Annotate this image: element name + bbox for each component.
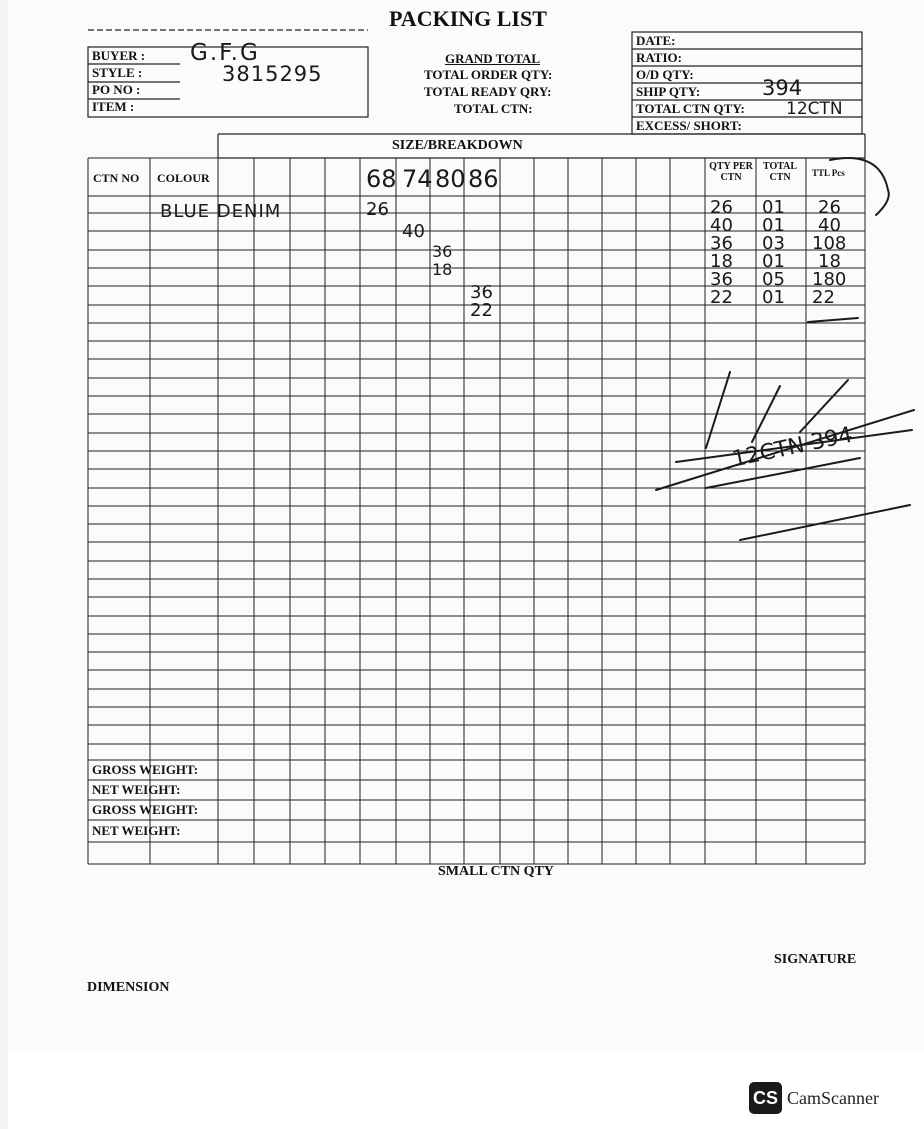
page-title: PACKING LIST — [389, 6, 547, 31]
ship-qty-value: 394 — [762, 76, 803, 100]
strike-line-4 — [706, 458, 860, 488]
size-breakdown-label: SIZE/BREAKDOWN — [392, 138, 523, 153]
size-entry: 36 — [432, 242, 453, 261]
total-ctn-value: 01 — [762, 251, 785, 272]
size-entry: 18 — [432, 260, 453, 279]
size-entry: 26 — [366, 199, 389, 220]
total-ctn-header: TOTAL CTN — [762, 161, 798, 183]
item-label: ITEM : — [92, 99, 135, 114]
ttl-pcs-value: 108 — [812, 233, 847, 254]
dimension-label: DIMENSION — [87, 980, 170, 995]
total-ctn-label: TOTAL CTN: — [454, 101, 533, 116]
total-ctn-qty-label: TOTAL CTN QTY: — [636, 101, 745, 116]
size-74: 74 — [402, 165, 433, 193]
ttl-pcs-value: 180 — [812, 269, 847, 290]
size-entry: 40 — [402, 221, 425, 242]
net-weight-label-2: NET WEIGHT: — [92, 823, 181, 838]
ratio-label: RATIO: — [636, 50, 682, 65]
size-68: 68 — [366, 165, 397, 193]
ship-qty-label: SHIP QTY: — [636, 84, 701, 99]
total-order-qty-label: TOTAL ORDER QTY: — [424, 67, 553, 82]
ttl-pcs-header: TTL Pcs — [812, 168, 845, 178]
ttl-pcs-value: 22 — [812, 287, 835, 308]
size-80: 80 — [435, 165, 466, 193]
qty-per-ctn-value: 22 — [710, 287, 733, 308]
tick-mark-1 — [706, 372, 730, 448]
camscanner-name: CamScanner — [787, 1088, 879, 1108]
excess-short-label: EXCESS/ SHORT: — [636, 118, 742, 133]
ttl-pcs-value: 26 — [818, 197, 841, 218]
qty-per-ctn-value: 26 — [710, 197, 733, 218]
ttl-pcs-value: 18 — [818, 251, 841, 272]
po-label: PO NO : — [92, 82, 141, 97]
size-entry: 22 — [470, 300, 493, 321]
qty-per-ctn-header: QTY PER CTN — [709, 161, 753, 183]
signature-label: SIGNATURE — [774, 952, 857, 967]
buyer-label: BUYER : — [92, 48, 146, 63]
ctn-no-header: CTN NO — [93, 171, 140, 185]
total-ctn-value: 01 — [762, 287, 785, 308]
net-weight-label-1: NET WEIGHT: — [92, 782, 181, 797]
total-ready-qty-label: TOTAL READY QRY: — [424, 84, 552, 99]
total-ctn-value: 01 — [762, 215, 785, 236]
colour-value: BLUE DENIM — [160, 201, 282, 222]
grand-total-label: GRAND TOTAL — [445, 51, 540, 66]
total-ctn-qty-value: 12CTN — [786, 99, 843, 119]
total-ctn-value: 03 — [762, 233, 785, 254]
od-qty-label: O/D QTY: — [636, 67, 694, 82]
strike-line-3 — [740, 505, 910, 540]
summary-note: 12CTN 394 — [730, 422, 855, 473]
total-ctn-value: 01 — [762, 197, 785, 218]
qty-per-ctn-value: 40 — [710, 215, 733, 236]
buyer-value: G.F.G — [190, 40, 260, 66]
small-ctn-qty-label: SMALL CTN QTY — [438, 864, 554, 879]
camscanner-badge-text: CS — [752, 1088, 778, 1108]
ttl-underline — [808, 318, 858, 322]
style-label: STYLE : — [92, 65, 143, 80]
gross-weight-label-2: GROSS WEIGHT: — [92, 802, 199, 817]
colour-header: COLOUR — [157, 171, 210, 185]
qty-per-ctn-value: 18 — [710, 251, 733, 272]
ttl-pcs-value: 40 — [818, 215, 841, 236]
qty-per-ctn-value: 36 — [710, 233, 733, 254]
gross-weight-label-1: GROSS WEIGHT: — [92, 762, 199, 777]
camscanner-logo — [749, 1082, 782, 1114]
style-value: 3815295 — [222, 62, 323, 86]
qty-per-ctn-value: 36 — [710, 269, 733, 290]
date-label: DATE: — [636, 33, 676, 48]
size-86: 86 — [468, 165, 499, 193]
size-entry: 36 — [470, 282, 493, 303]
total-ctn-value: 05 — [762, 269, 785, 290]
